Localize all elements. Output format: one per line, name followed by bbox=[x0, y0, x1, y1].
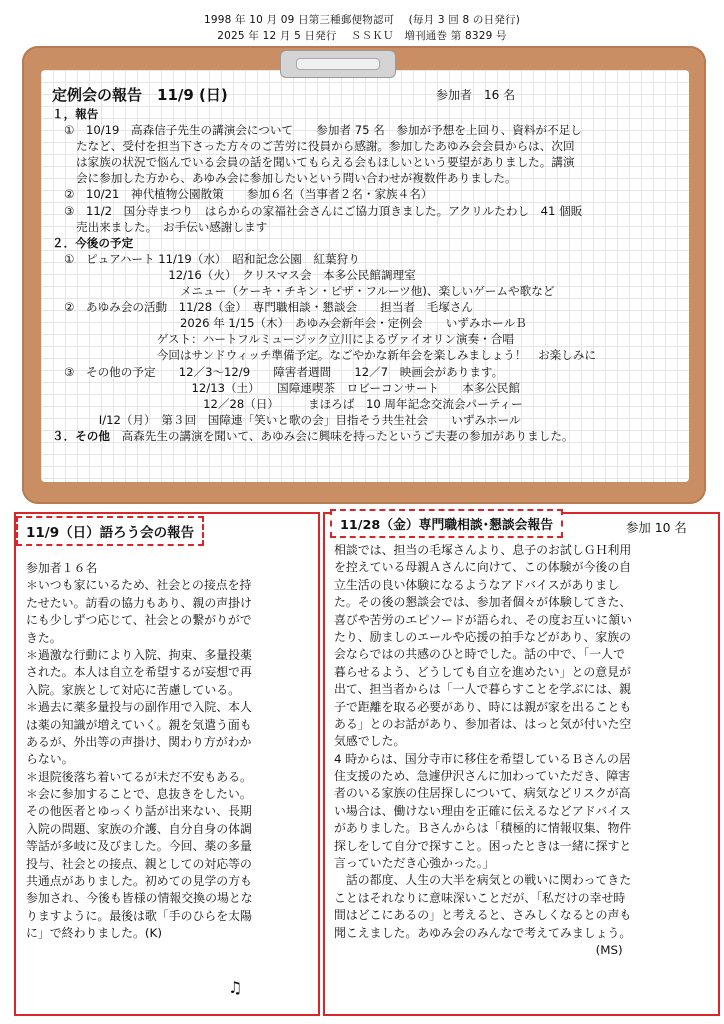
report-title-text: 定例会の報告 11/9 (日) bbox=[52, 86, 228, 104]
text-line: 聞こえました。あゆみ会のみんなで考えてみましょう。 bbox=[334, 925, 632, 940]
text-line: ある」とのお話があり、参加者は、はっと気が付いた空 bbox=[334, 716, 632, 731]
text-line: に」で終わりました。(K) bbox=[26, 926, 162, 941]
text-line: ① ピュアハート 11/19（水） 昭和記念公園 紅葉狩り bbox=[64, 251, 360, 266]
text-line: 2026 年 1/15（木） あゆみ会新年会・定例会 いずみホールＢ bbox=[64, 316, 527, 331]
text-line: ＊会に参加することで、息抜きをしたい。 bbox=[26, 787, 252, 802]
text-line: 探しをして自分で探すこと。困ったときは一緒に探すと bbox=[334, 838, 632, 853]
text-line: ゲスト：ハートフルミュージック立川によるヴァイオリン演奏・合唱 bbox=[64, 332, 514, 347]
text-line: ① 10/19 高森信子先生の講演会について 参加者 75 名 参加が予想を上回り、資料が不足し bbox=[64, 123, 582, 138]
consultation-attendees: 参加 10 名 bbox=[626, 520, 687, 535]
text-line: ② 10/21 神代植物公園散策 参加６名（当事者２名・家族４名） bbox=[64, 187, 433, 202]
text-line: された。本人は自立を希望するが妄想で再 bbox=[26, 665, 252, 680]
text-line: ２．今後の予定 bbox=[52, 235, 134, 250]
consultation-title: 11/28（金）専門職相談･懇談会報告 bbox=[330, 509, 563, 538]
talk-session-title: 11/9（日）語ろう会の報告 bbox=[16, 516, 204, 546]
text-line: 入院の問題、家族の介護、自分自身の体調 bbox=[26, 821, 252, 836]
text-line: ＊過激な行動により入院、拘束、多量投薬 bbox=[26, 647, 252, 662]
text-line: その他医者とゆっくり話が出来ない、長期 bbox=[26, 804, 252, 819]
text-line: ③ 11/2 国分寺まつり はらからの家福社会さんにご協力頂きました。アクリルたわし 41 個販 bbox=[64, 203, 583, 218]
text-line: たせたい。訪看の協力もあり、親の声掛け bbox=[26, 595, 252, 610]
text-line: を控えている母親Ａさんに向けて、この体験が今後の自 bbox=[334, 560, 632, 575]
meeting-report bbox=[52, 84, 688, 444]
section-text: 高森先生の講演を聞いて、あゆみ会に興味を持ったというご夫妻の参加がありました。 bbox=[109, 428, 574, 443]
music-note-icon: ♫ bbox=[228, 978, 243, 997]
text-line: 参加者１６名 bbox=[26, 561, 98, 575]
text-line: 参加され、今後も皆様の情報交換の場とな bbox=[26, 891, 253, 906]
text-line: らない。 bbox=[26, 752, 74, 767]
text-line: 者のいる家族の住居探しについて、病気などリスクが高 bbox=[334, 786, 631, 801]
report-attendees: 参加者 16 名 bbox=[436, 88, 516, 102]
text-line: (MS) bbox=[334, 942, 623, 957]
text-line: 今回はサンドウィッチ準備予定。なごやかな新年会を楽しみましょう！ お楽しみに bbox=[64, 348, 597, 363]
text-line: は薬の知識が増えていく。親を気遣う面も bbox=[26, 717, 252, 732]
text-line: 会に参加した方から、あゆみ会に参加したいという問い合わせが複数件ありました。 bbox=[76, 171, 517, 186]
text-line: 言っていただき心強かった。」 bbox=[334, 856, 495, 871]
text-line: 12/13（土） 国障連喫茶 ロビーコンサート 本多公民館 bbox=[64, 380, 521, 395]
text-line: た。その後の懇談会では、参加者個々が体験してきた、 bbox=[334, 595, 632, 610]
section-heading: ３．その他 bbox=[52, 428, 110, 443]
text-line: １，報告 bbox=[52, 107, 99, 121]
text-line: 住支援のため、急遽伊沢さんに加わっていただき、障害 bbox=[334, 769, 631, 784]
text-line: 間はどこにあるの」と考えると、さみしくなるとの声も bbox=[334, 908, 632, 923]
clipboard-clip-slot bbox=[296, 58, 380, 70]
text-line: ＊過去に薬多量投与の副作用で入院、本人 bbox=[26, 700, 252, 715]
text-line: 相談では、担当の毛塚さんより、息子のお試しＧＨ利用 bbox=[334, 543, 632, 557]
text-line: 入院。家族として対応に苦慮している。 bbox=[26, 682, 241, 697]
text-line: ことはそれなりに意味深いことだが、「私だけの幸せ時 bbox=[334, 890, 626, 905]
text-line: にも少しずつ応じて、社会との繋がりがで bbox=[26, 613, 252, 628]
text-line: ③ その他の予定 12／3～12/9 障害者週間 12／7 映画会があります。 bbox=[64, 364, 504, 379]
text-line: 12/16（火） クリスマス会 本多公民館調理室 bbox=[64, 267, 416, 282]
text-line: は家族の状況で悩んでいる会員の話を聞いてもらえる会もほしいという要望がありました。講演 bbox=[76, 155, 575, 170]
text-line: 話の都度、人生の大半を病気との戦いに関わってきた bbox=[334, 873, 632, 888]
text-line: 出て、担当者からは「一人で暮らすことを学ぶには、親 bbox=[334, 682, 632, 697]
meeting-report-title bbox=[52, 84, 688, 106]
text-line: 売出来ました。 お手伝い感謝します bbox=[76, 219, 268, 234]
text-line: 共通点がありました。初めての見学の方も bbox=[26, 874, 252, 889]
text-line: 喜びや苦労のエピソードが語られ、その度お互いに頷い bbox=[334, 612, 632, 627]
text-line: い場合は、働けない理由を正確に伝えるなどアドバイス bbox=[334, 803, 631, 818]
text-line: 4 時からは、国分寺市に移住を希望しているＢさんの居 bbox=[334, 751, 631, 766]
consultation-text bbox=[334, 542, 712, 959]
text-line: 気感でした。 bbox=[334, 734, 406, 749]
talk-session-text bbox=[26, 560, 312, 943]
text-line: 投与、社会との接点、親としての対応等の bbox=[26, 856, 252, 871]
text-line: 会ならではの共感のひと時でした。話の中で、「一人で bbox=[334, 647, 625, 662]
text-line: がありました。Ｂさんからは「積極的に情報収集、物件 bbox=[334, 821, 632, 836]
report-lines bbox=[52, 106, 688, 444]
text-line: りますように。最後は歌「手のひらを太陽 bbox=[26, 908, 252, 923]
text-line: ＊退院後落ち着いてるが未だ不安もある。 bbox=[26, 769, 252, 784]
text-line bbox=[52, 428, 688, 444]
text-line: ＊いつも家にいるため、社会との接点を持 bbox=[26, 578, 252, 593]
header-issue-line: 2025 年 12 月 5 日発行 ＳＳＫＵ 増刊通巻 第 8329 号 bbox=[217, 30, 507, 42]
header-permit-line: 1998 年 10 月 09 日第三種郵便物認可 (毎月 3 回 8 の日発行) bbox=[203, 14, 521, 26]
text-line: きた。 bbox=[26, 630, 62, 645]
text-line: たなど、受付を担当下さった方々のご苦労に役員から感謝。参加したあゆみ会会員からは、次回 bbox=[76, 139, 575, 154]
text-line: たり、励ましのエールや応援の拍手などがあり、家族の bbox=[334, 629, 632, 644]
text-line: あるが、外出等の声掛け、関わり方がわか bbox=[26, 734, 252, 749]
text-line: 12／28（日） まほろば 10 周年記念交流会パーティー bbox=[64, 396, 523, 411]
text-line: メニュー（ケーキ・チキン・ピザ・フルーツ他)、楽しいゲームや歌など bbox=[64, 284, 555, 299]
text-line: ② あゆみ会の活動 11/28（金） 専門職相談・懇談会 担当者 毛塚さん bbox=[64, 300, 474, 315]
text-line: 立生活の良い体験になるようなアドバイスがありまし bbox=[334, 577, 620, 592]
text-line: Ⅰ/12（月） 第３回 国障連「笑いと歌の会」目指そう共生社会 いずみホール bbox=[64, 412, 521, 427]
text-line: 子で距離を取る必要があり、時には親が家を出ることも bbox=[334, 699, 632, 714]
text-line: 等話が多岐に及びました。今回、薬の多量 bbox=[26, 839, 252, 854]
text-line: 暮らせるよう、どうしても自立を進めたい」との意見が bbox=[334, 664, 631, 679]
